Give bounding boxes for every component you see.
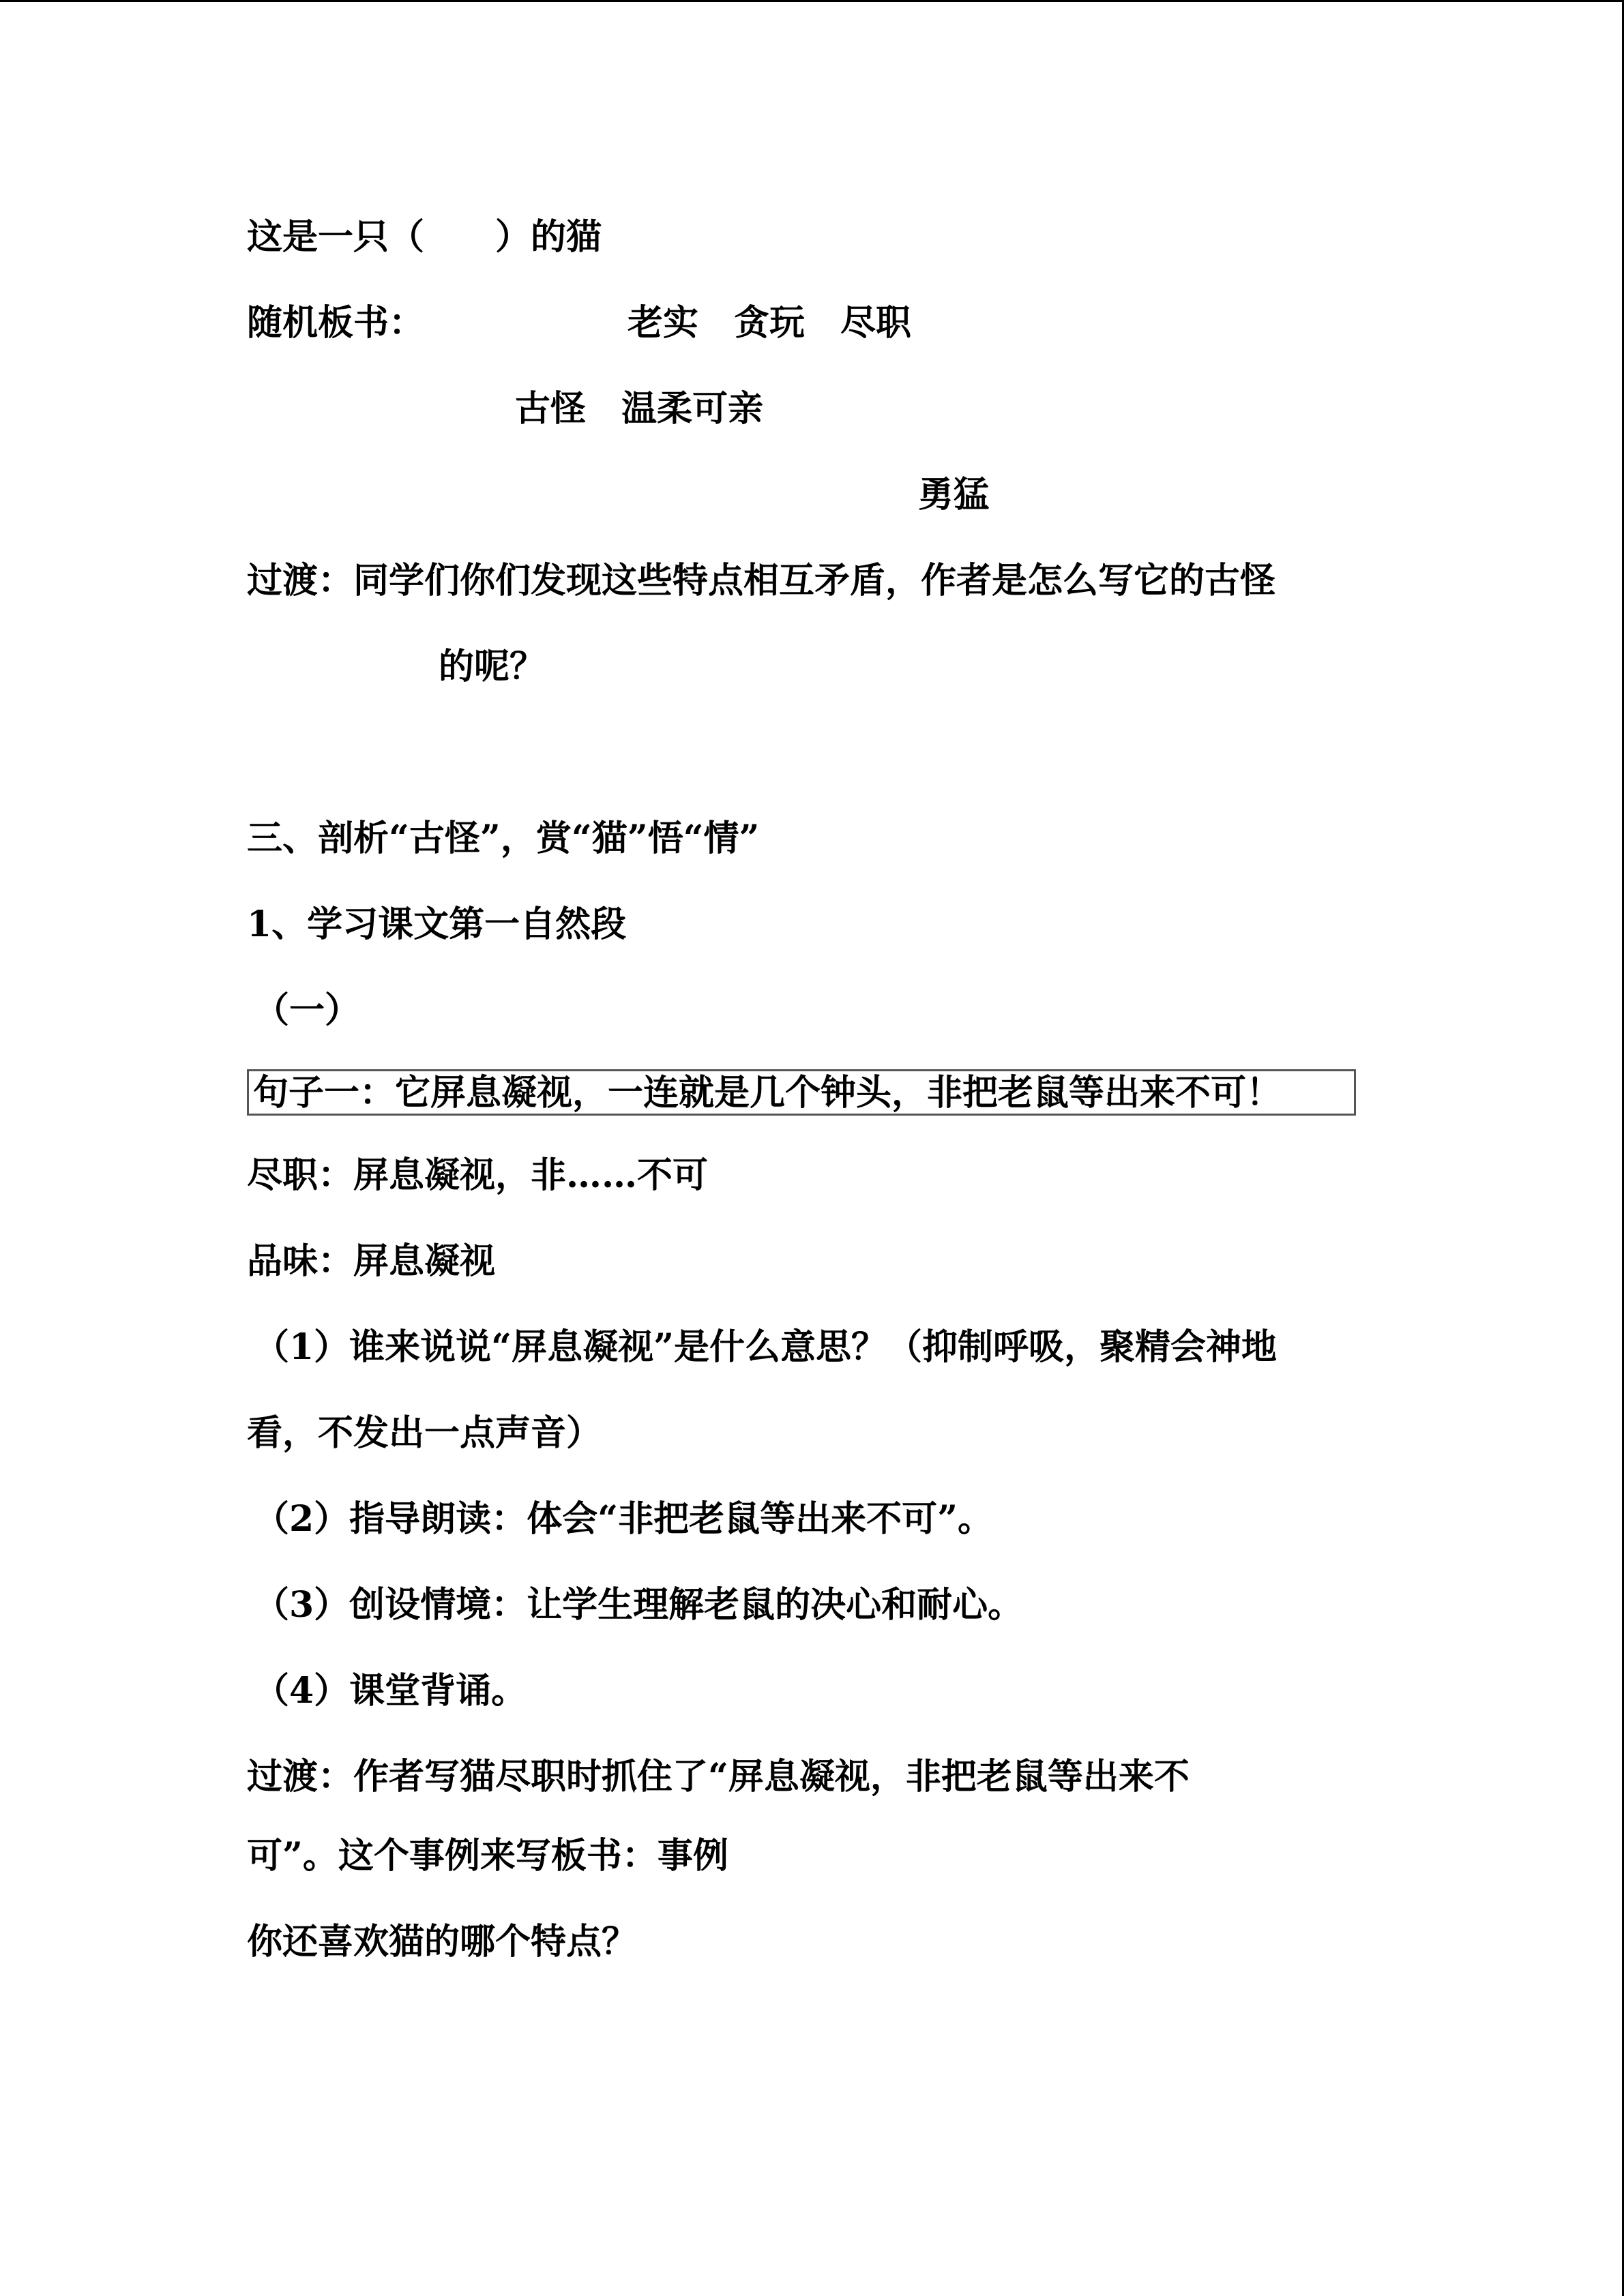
top-border-line <box>0 0 1624 2</box>
question-2: （2）指导朗读：体会“非把老鼠等出来不可”。 <box>254 1498 994 1540</box>
question-3: （3）创设情境：让学生理解老鼠的决心和耐心。 <box>254 1584 1024 1626</box>
item-1-heading: 1、学习课文第一自然段 <box>247 904 627 945</box>
duty-line: 尽职：屏息凝视，非……不可 <box>247 1154 709 1196</box>
transition-1-line-b: 的呢？ <box>439 646 546 687</box>
question-4: （4）课堂背诵。 <box>254 1670 527 1712</box>
section-3-heading: 三、剖析“古怪”，赏“猫”悟“情” <box>247 818 760 859</box>
subsection-one-label: （一） <box>254 989 361 1031</box>
board-row-1: 老实 贪玩 尽职 <box>628 302 912 344</box>
sentence-one-text: 句子一：它屏息凝视，一连就是几个钟头，非把老鼠等出来不可！ <box>253 1072 1282 1114</box>
question-1-line-b: 看，不发出一点声音） <box>247 1412 602 1454</box>
closing-question: 你还喜欢猫的哪个特点？ <box>247 1921 638 1963</box>
board-row-2: 古怪 温柔可亲 <box>515 388 764 430</box>
savor-line: 品味：屏息凝视 <box>247 1240 496 1282</box>
transition-2-line-a: 过渡：作者写猫尽职时抓住了“屏息凝视，非把老鼠等出来不 <box>247 1756 1190 1798</box>
board-row-3: 勇猛 <box>918 474 990 516</box>
cat-blank-sentence: 这是一只（ ）的猫 <box>247 216 602 258</box>
sentence-one-box <box>247 1069 1356 1116</box>
question-1-line-a: （1）谁来说说“屏息凝视”是什么意思？（抑制呼吸，聚精会神地 <box>254 1326 1278 1368</box>
transition-1-line-a: 过渡：同学们你们发现这些特点相互矛盾，作者是怎么写它的古怪 <box>247 560 1276 601</box>
board-label: 随机板书： <box>247 302 425 344</box>
transition-2-line-b: 可”。这个事例来写板书：事例 <box>247 1835 728 1877</box>
